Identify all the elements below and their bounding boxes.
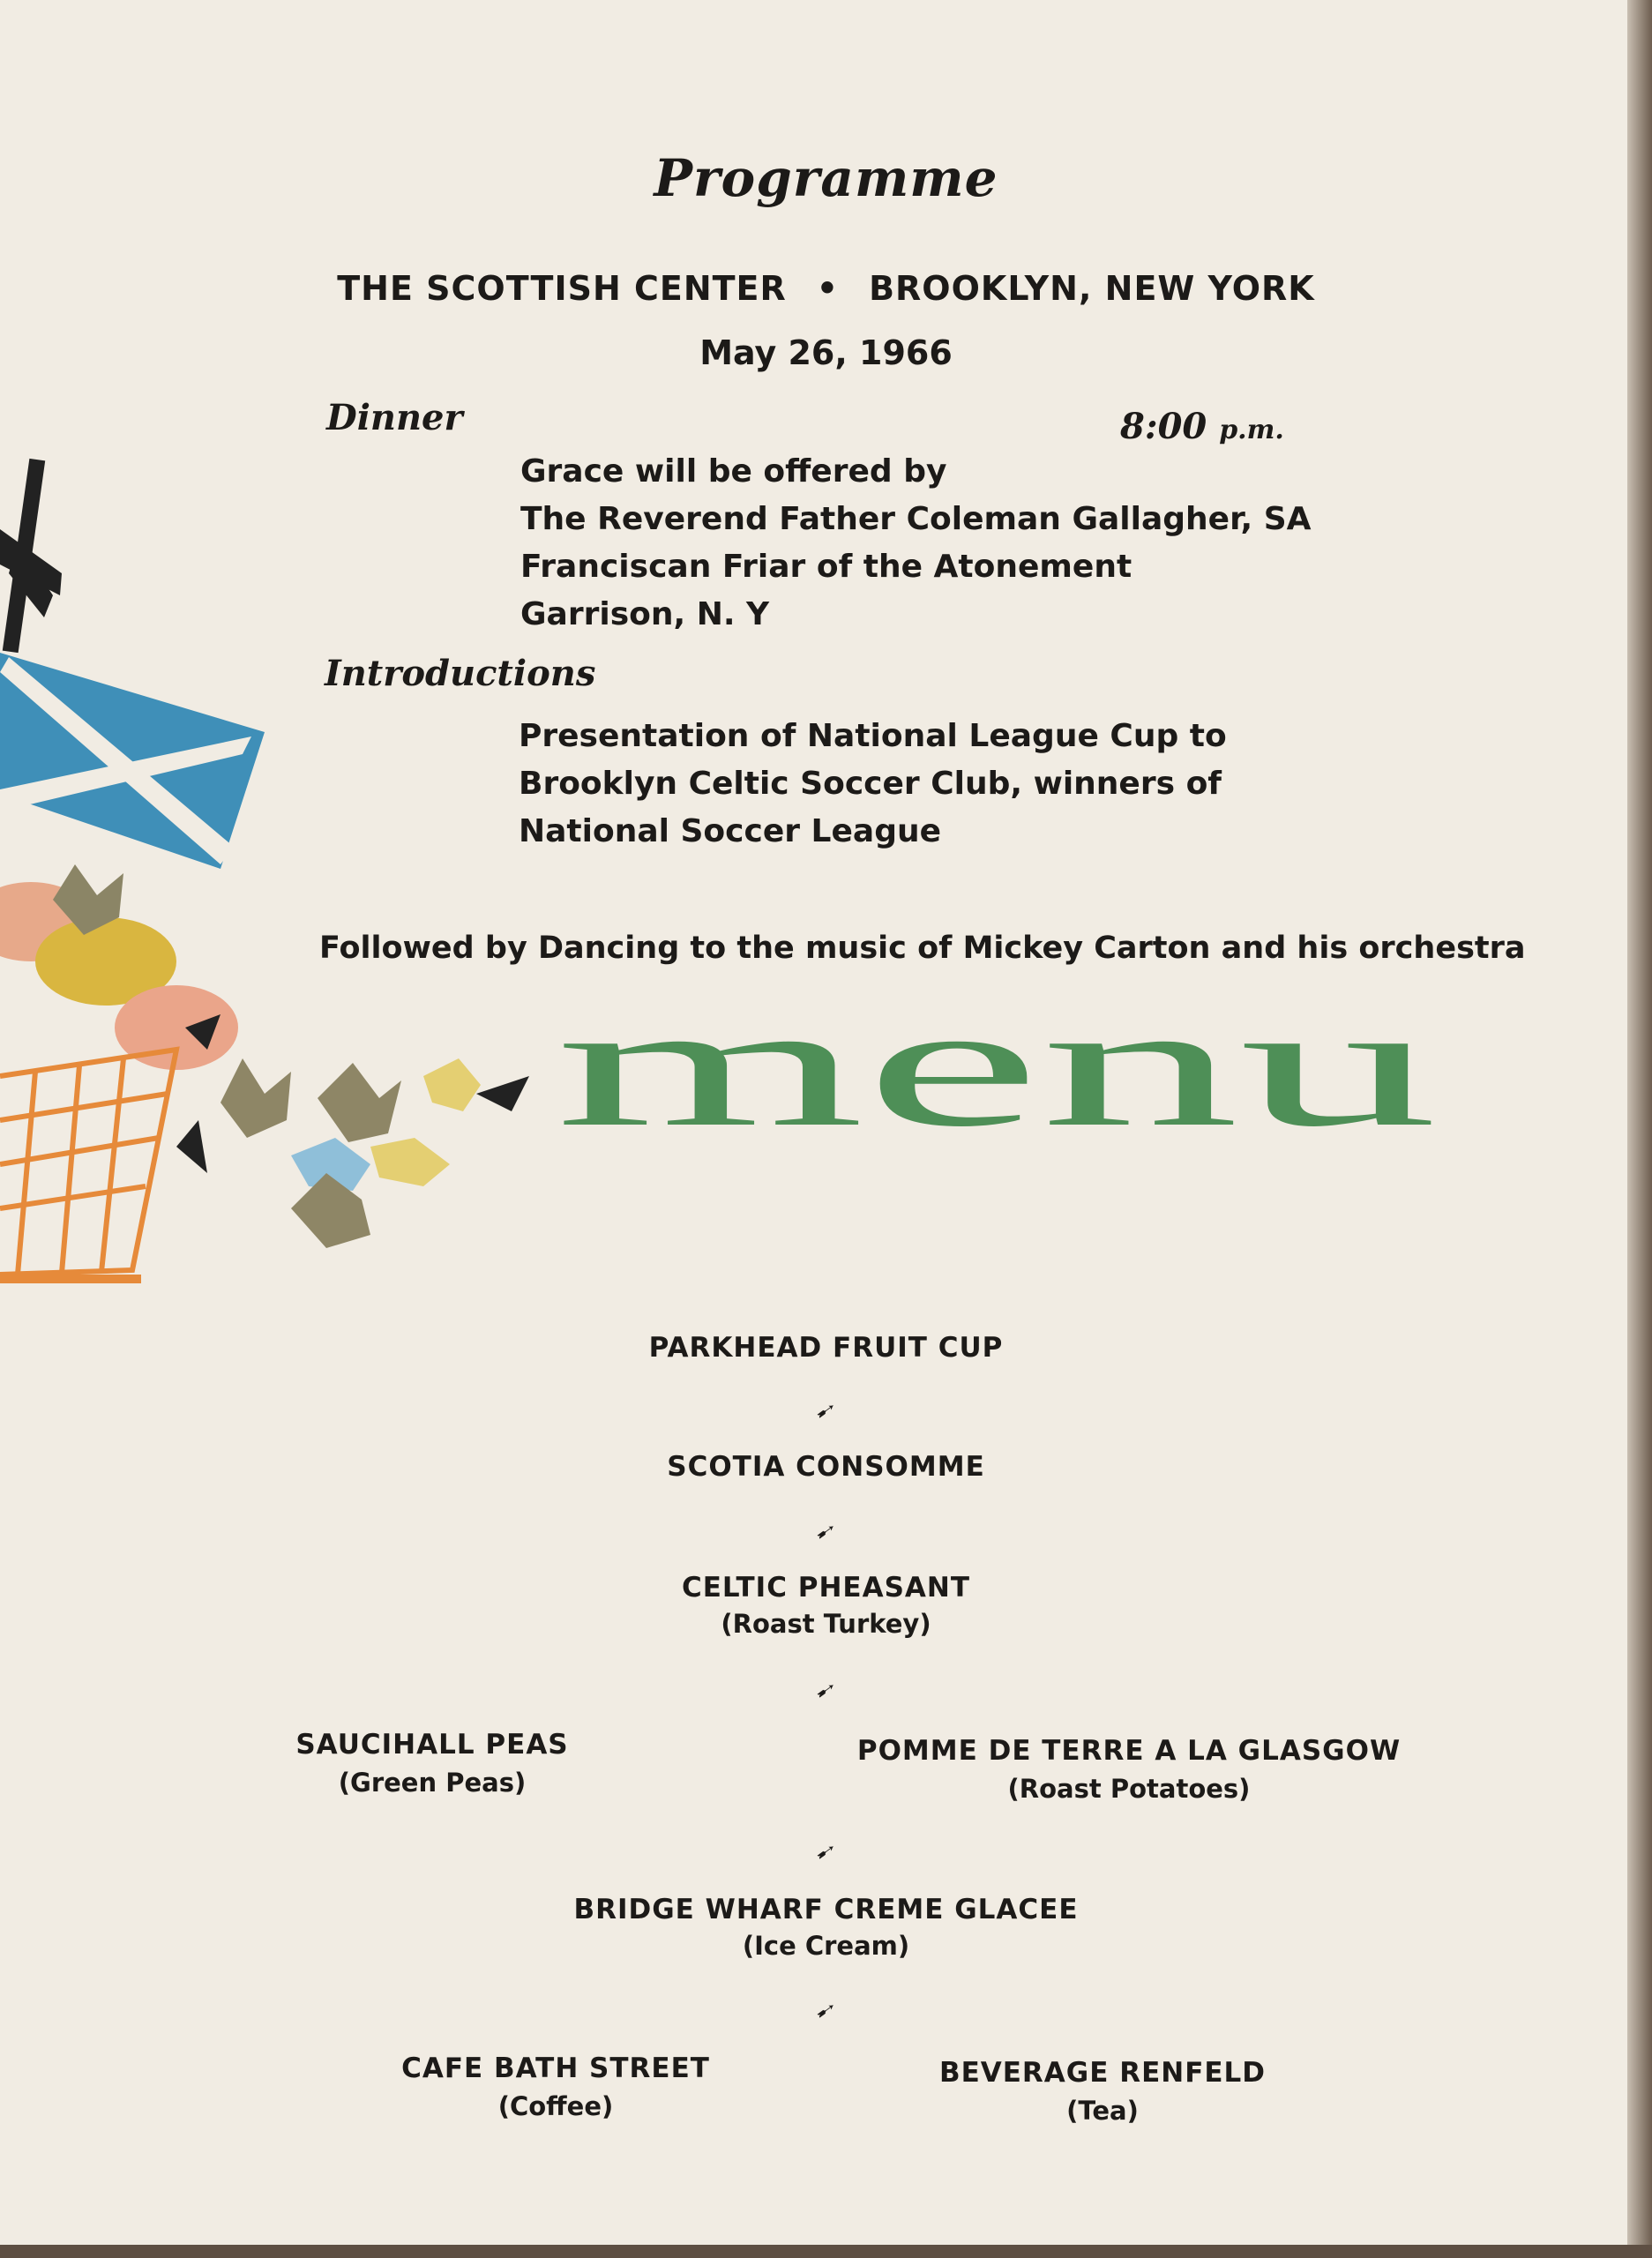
course-name: BEVERAGE RENFELD <box>938 2057 1267 2089</box>
page-bottom-edge <box>0 2245 1652 2258</box>
course-description: (Tea) <box>1066 2096 1139 2126</box>
drink-item-left <box>362 2052 750 2121</box>
venue-separator: • <box>816 269 840 308</box>
course-description: (Coffee) <box>497 2091 614 2121</box>
dinner-time <box>1120 406 1284 447</box>
venue-name: THE SCOTTISH CENTER <box>337 269 787 308</box>
dinner-heading: Dinner <box>326 397 463 438</box>
course-item <box>0 1572 1636 1639</box>
dancing-line: Followed by Dancing to the music of Mickey Carton and his orchestra <box>319 931 1526 966</box>
introductions-heading: Introductions <box>325 653 596 694</box>
drink-item-right <box>926 2057 1279 2126</box>
introductions-line: National Soccer League <box>519 813 942 849</box>
course-name: POMME DE TERRE A LA GLASGOW <box>856 1735 1402 1767</box>
course-name: SCOTIA CONSOMME <box>667 1451 985 1483</box>
page-edge <box>1627 0 1652 2258</box>
grace-line: Garrison, N. Y <box>520 596 770 632</box>
basket-icon <box>0 1050 176 1279</box>
course-separator-icon: ➹ <box>812 1519 840 1544</box>
course-description: (Roast Turkey) <box>721 1609 931 1639</box>
course-item <box>0 1332 1636 1364</box>
event-date: May 26, 1966 <box>699 333 953 372</box>
grace-line: The Reverend Father Coleman Gallagher, SA <box>520 501 1312 537</box>
grace-block <box>520 448 1312 639</box>
course-item <box>0 1451 1636 1483</box>
side-item-left <box>265 1729 600 1798</box>
course-separator-icon: ➹ <box>812 1398 840 1423</box>
introductions-block <box>519 713 1227 856</box>
dinner-time-suffix: p.m. <box>1219 415 1284 445</box>
venue-line <box>0 269 1636 308</box>
decorative-artwork <box>0 441 564 1288</box>
autumn-leaves-icon <box>0 864 529 1248</box>
introductions-line: Presentation of National League Cup to <box>519 718 1227 754</box>
course-description: (Roast Potatoes) <box>1007 1774 1251 1804</box>
dinner-time-value: 8:00 <box>1120 406 1207 447</box>
menu-title-text: menu <box>556 983 1438 1160</box>
course-name: SAUCIHALL PEAS <box>295 1729 569 1761</box>
course-description: (Green Peas) <box>338 1768 527 1798</box>
grace-line: Grace will be offered by <box>520 453 947 490</box>
course-name: CAFE BATH STREET <box>401 2052 710 2084</box>
saltire-flag-icon <box>0 653 265 869</box>
course-separator-icon: ➹ <box>812 1839 840 1864</box>
grace-line: Franciscan Friar of the Atonement <box>520 549 1132 585</box>
airplane-icon <box>0 459 62 653</box>
menu-title <box>547 983 1446 1160</box>
course-description: (Ice Cream) <box>742 1931 910 1961</box>
side-item-right <box>794 1735 1464 1804</box>
course-separator-icon: ➹ <box>812 1678 840 1702</box>
course-item <box>0 1894 1636 1961</box>
course-name: PARKHEAD FRUIT CUP <box>648 1332 1004 1364</box>
course-separator-icon: ➹ <box>812 1998 840 2022</box>
introductions-line: Brooklyn Celtic Soccer Club, winners of <box>519 766 1222 802</box>
venue-location: BROOKLYN, NEW YORK <box>869 269 1315 308</box>
course-name: BRIDGE WHARF CREME GLACEE <box>573 1894 1079 1925</box>
programme-title: Programme <box>654 148 998 208</box>
course-name: CELTIC PHEASANT <box>681 1572 970 1604</box>
